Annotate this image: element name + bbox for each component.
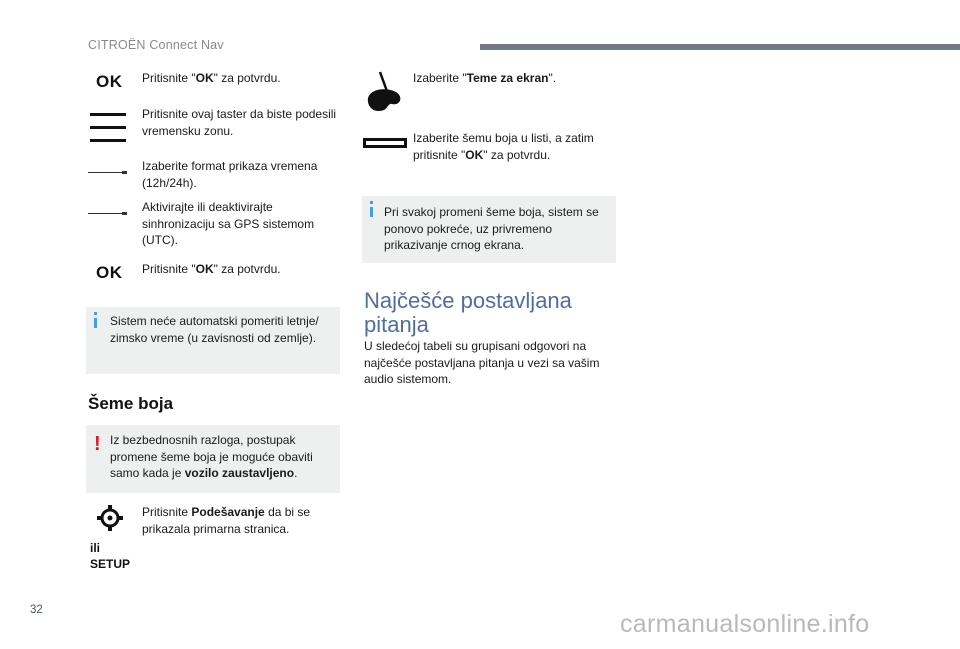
- setup-label: SETUP: [90, 557, 131, 571]
- menu-icon: [90, 113, 126, 143]
- palette-icon: [364, 70, 404, 116]
- watermark: carmanualsonline.info: [620, 610, 870, 638]
- row-choose-scheme: Izaberite šemu boja u listi, a zatim pritisnite "OK" za potvrdu.: [413, 131, 594, 162]
- row-confirm-ok-2: Pritisnite "OK" za potvrdu.: [142, 262, 281, 276]
- scheme-bar-icon: [363, 138, 407, 148]
- info-note-restart-text: Pri svakoj promeni šeme boja, sistem se ponovo pokreće, uz privremeno prikazivanje crnog ekrana.: [384, 205, 599, 252]
- faq-text: U sledećoj tabeli su grupisani odgovori na najčešće postavljana pitanja u vezi sa vašim audio sistemom.: [364, 339, 600, 386]
- row-gps-sync: Aktivirajte ili deaktivirajte sinhronizaciju sa GPS sistemom (UTC).: [142, 200, 315, 247]
- or-label: ili: [90, 541, 101, 555]
- info-note-restart: [362, 196, 616, 263]
- row-time-format: Izaberite format prikaza vremena (12h/24h).: [142, 159, 318, 190]
- info-note-text: Sistem neće automatski pomeriti letnje/ zimsko vreme (u zavisnosti od zemlje).: [110, 314, 319, 345]
- header-bar: [480, 44, 960, 50]
- ok-icon: OK: [96, 72, 123, 91]
- row-timezone: Pritisnite ovaj taster da biste podesili vremensku zonu.: [142, 107, 337, 138]
- header-title: CITROËN Connect Nav: [88, 38, 224, 52]
- toggle-line-icon: [88, 171, 128, 175]
- warning-icon: !: [94, 433, 101, 455]
- page-number: 32: [30, 604, 43, 616]
- ok-icon: OK: [96, 263, 123, 282]
- warning-note: [86, 425, 340, 493]
- settings-gear-icon: [97, 505, 123, 531]
- warning-note-text: Iz bezbednosnih razloga, postupak promene šeme boja je moguće obaviti samo kada je vozilo zaustavljeno.: [110, 433, 313, 480]
- info-icon: [370, 201, 373, 204]
- row-confirm-ok-1: Pritisnite "OK" za potvrdu.: [142, 71, 281, 85]
- info-icon: [94, 312, 97, 315]
- info-note-dst: [86, 307, 340, 374]
- faq-title: Najčešće postavljana pitanja: [364, 288, 572, 337]
- section-title-color-schemes: Šeme boja: [88, 394, 174, 413]
- toggle-line-icon: [88, 212, 128, 216]
- row-choose-themes: Izaberite "Teme za ekran".: [413, 71, 557, 85]
- row-open-settings: Pritisnite Podešavanje da bi se prikazala primarna stranica.: [142, 505, 311, 536]
